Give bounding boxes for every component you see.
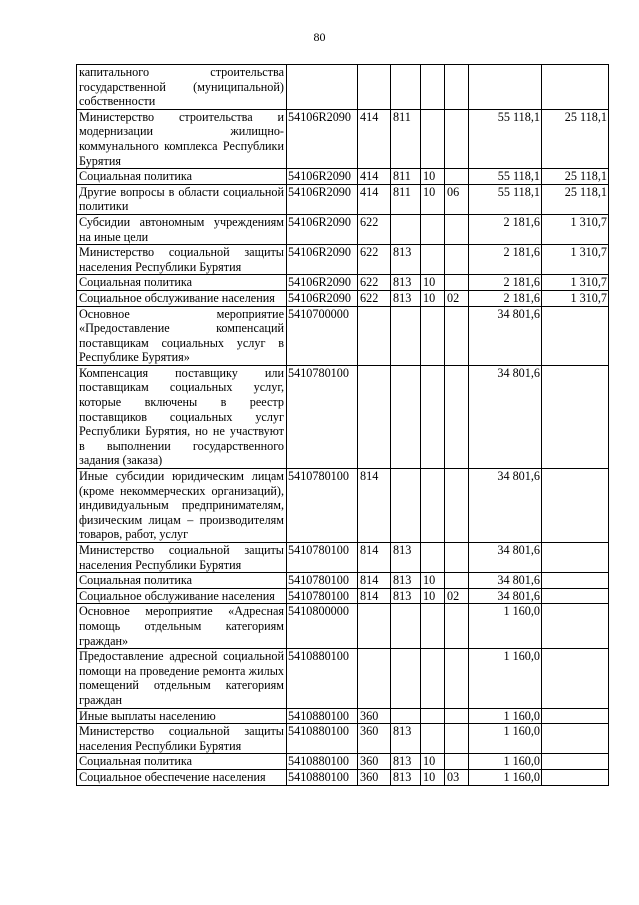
subsection-cell xyxy=(445,708,469,724)
table-body xyxy=(77,65,609,786)
subsection-cell xyxy=(445,724,469,754)
subsection-cell: 02 xyxy=(445,588,469,604)
section-cell xyxy=(421,365,445,468)
amount-cell-2: 25 118,1 xyxy=(542,184,609,214)
row-name-cell: Субсидии автономным учреждениям на иные цели xyxy=(77,214,287,244)
target-article-cell: 5410700000 xyxy=(287,306,358,365)
target-article-cell: 5410780100 xyxy=(287,573,358,589)
subsection-cell xyxy=(445,604,469,649)
subsection-cell xyxy=(445,306,469,365)
target-article-cell: 5410780100 xyxy=(287,543,358,573)
expense-type-cell: 622 xyxy=(358,290,391,306)
table-row xyxy=(77,245,609,275)
target-article-cell: 5410800000 xyxy=(287,604,358,649)
table-row xyxy=(77,65,609,110)
amount-cell-2 xyxy=(542,769,609,785)
amount-cell-2 xyxy=(542,724,609,754)
row-name-cell: Социальное обеспечение населения xyxy=(77,769,287,785)
ministry-code-cell: 813 xyxy=(391,543,421,573)
table-row xyxy=(77,573,609,589)
amount-cell-2 xyxy=(542,573,609,589)
row-name-cell: Социальная политика xyxy=(77,573,287,589)
amount-cell-1: 34 801,6 xyxy=(469,306,542,365)
target-article-cell: 54106R2090 xyxy=(287,214,358,244)
row-name-cell: Социальная политика xyxy=(77,169,287,185)
amount-cell-1: 34 801,6 xyxy=(469,588,542,604)
section-cell xyxy=(421,604,445,649)
row-name-cell: Иные выплаты населению xyxy=(77,708,287,724)
subsection-cell xyxy=(445,649,469,708)
subsection-cell: 06 xyxy=(445,184,469,214)
ministry-code-cell xyxy=(391,708,421,724)
subsection-cell xyxy=(445,275,469,291)
target-article-cell: 5410780100 xyxy=(287,469,358,543)
subsection-cell xyxy=(445,109,469,168)
row-name-cell: Социальная политика xyxy=(77,754,287,770)
amount-cell-1: 1 160,0 xyxy=(469,769,542,785)
target-article-cell: 5410880100 xyxy=(287,769,358,785)
table-row xyxy=(77,604,609,649)
amount-cell-1: 2 181,6 xyxy=(469,214,542,244)
ministry-code-cell xyxy=(391,65,421,110)
ministry-code-cell xyxy=(391,214,421,244)
amount-cell-2 xyxy=(542,365,609,468)
row-name-cell: Министерство социальной защиты населения Республики Бурятия xyxy=(77,543,287,573)
expense-type-cell: 814 xyxy=(358,573,391,589)
expense-type-cell: 414 xyxy=(358,169,391,185)
ministry-code-cell: 813 xyxy=(391,724,421,754)
ministry-code-cell: 813 xyxy=(391,290,421,306)
row-name-cell: Министерство строительства и модернизации жилищно-коммунального комплекса Республики Бурятия xyxy=(77,109,287,168)
ministry-code-cell: 813 xyxy=(391,754,421,770)
section-cell: 10 xyxy=(421,769,445,785)
subsection-cell xyxy=(445,754,469,770)
table-row xyxy=(77,708,609,724)
ministry-code-cell xyxy=(391,649,421,708)
section-cell: 10 xyxy=(421,275,445,291)
target-article-cell: 54106R2090 xyxy=(287,184,358,214)
subsection-cell xyxy=(445,214,469,244)
section-cell: 10 xyxy=(421,290,445,306)
expense-type-cell: 622 xyxy=(358,245,391,275)
expense-type-cell xyxy=(358,649,391,708)
section-cell: 10 xyxy=(421,754,445,770)
expense-type-cell xyxy=(358,306,391,365)
amount-cell-1: 34 801,6 xyxy=(469,365,542,468)
amount-cell-1: 55 118,1 xyxy=(469,109,542,168)
amount-cell-1: 2 181,6 xyxy=(469,290,542,306)
amount-cell-1: 55 118,1 xyxy=(469,184,542,214)
table-row xyxy=(77,365,609,468)
target-article-cell: 54106R2090 xyxy=(287,290,358,306)
row-name-cell: Другие вопросы в области социальной политики xyxy=(77,184,287,214)
expense-type-cell: 360 xyxy=(358,754,391,770)
amount-cell-1: 2 181,6 xyxy=(469,275,542,291)
table-row xyxy=(77,724,609,754)
section-cell xyxy=(421,214,445,244)
target-article-cell: 5410880100 xyxy=(287,754,358,770)
table-row xyxy=(77,290,609,306)
table-row xyxy=(77,754,609,770)
target-article-cell: 5410780100 xyxy=(287,588,358,604)
amount-cell-2 xyxy=(542,543,609,573)
expense-type-cell xyxy=(358,65,391,110)
row-name-cell: Компенсация поставщику или поставщикам социальных услуг, которые включены в реестр поставщиков социальных услуг Республики Бурятия, но не участвуют в выполнении государственного задания (заказа) xyxy=(77,365,287,468)
amount-cell-1: 1 160,0 xyxy=(469,708,542,724)
section-cell xyxy=(421,306,445,365)
table-row xyxy=(77,769,609,785)
target-article-cell: 54106R2090 xyxy=(287,169,358,185)
target-article-cell: 5410780100 xyxy=(287,365,358,468)
amount-cell-1: 2 181,6 xyxy=(469,245,542,275)
expense-type-cell: 360 xyxy=(358,708,391,724)
amount-cell-1: 34 801,6 xyxy=(469,573,542,589)
page-number: 80 xyxy=(313,30,326,44)
amount-cell-1: 1 160,0 xyxy=(469,724,542,754)
amount-cell-2 xyxy=(542,65,609,110)
amount-cell-2: 1 310,7 xyxy=(542,275,609,291)
target-article-cell xyxy=(287,65,358,110)
expense-type-cell: 622 xyxy=(358,275,391,291)
subsection-cell xyxy=(445,469,469,543)
row-name-cell: Министерство социальной защиты населения Республики Бурятия xyxy=(77,724,287,754)
row-name-cell: Иные субсидии юридическим лицам (кроме некоммерческих организаций), индивидуальным предпринимателям, физическим лицам – производителям товаров, работ, услуг xyxy=(77,469,287,543)
row-name-cell: Социальная политика xyxy=(77,275,287,291)
ministry-code-cell xyxy=(391,469,421,543)
row-name-cell: Министерство социальной защиты населения Республики Бурятия xyxy=(77,245,287,275)
amount-cell-2 xyxy=(542,469,609,543)
amount-cell-2 xyxy=(542,604,609,649)
section-cell xyxy=(421,109,445,168)
subsection-cell xyxy=(445,543,469,573)
amount-cell-1: 34 801,6 xyxy=(469,469,542,543)
target-article-cell: 5410880100 xyxy=(287,724,358,754)
section-cell: 10 xyxy=(421,184,445,214)
expense-type-cell: 814 xyxy=(358,469,391,543)
row-name-cell: Социальное обслуживание населения xyxy=(77,290,287,306)
amount-cell-2 xyxy=(542,754,609,770)
subsection-cell xyxy=(445,169,469,185)
expense-type-cell xyxy=(358,604,391,649)
section-cell: 10 xyxy=(421,573,445,589)
section-cell xyxy=(421,245,445,275)
amount-cell-1 xyxy=(469,65,542,110)
table-row xyxy=(77,306,609,365)
budget-table xyxy=(76,64,609,786)
target-article-cell: 54106R2090 xyxy=(287,275,358,291)
ministry-code-cell: 813 xyxy=(391,573,421,589)
table-row xyxy=(77,275,609,291)
section-cell xyxy=(421,708,445,724)
amount-cell-1: 1 160,0 xyxy=(469,754,542,770)
subsection-cell: 03 xyxy=(445,769,469,785)
amount-cell-1: 55 118,1 xyxy=(469,169,542,185)
expense-type-cell: 814 xyxy=(358,588,391,604)
amount-cell-1: 1 160,0 xyxy=(469,604,542,649)
ministry-code-cell: 811 xyxy=(391,109,421,168)
section-cell xyxy=(421,649,445,708)
row-name-cell: Основное мероприятие «Предоставление компенсаций поставщикам социальных услуг в Республике Бурятия» xyxy=(77,306,287,365)
target-article-cell: 5410880100 xyxy=(287,649,358,708)
target-article-cell: 54106R2090 xyxy=(287,245,358,275)
section-cell xyxy=(421,543,445,573)
ministry-code-cell xyxy=(391,306,421,365)
amount-cell-2: 1 310,7 xyxy=(542,214,609,244)
amount-cell-2: 1 310,7 xyxy=(542,245,609,275)
target-article-cell: 54106R2090 xyxy=(287,109,358,168)
target-article-cell: 5410880100 xyxy=(287,708,358,724)
ministry-code-cell: 811 xyxy=(391,169,421,185)
row-name-cell: Основное мероприятие «Адресная помощь отдельным категориям граждан» xyxy=(77,604,287,649)
amount-cell-2 xyxy=(542,708,609,724)
expense-type-cell: 814 xyxy=(358,543,391,573)
amount-cell-1: 34 801,6 xyxy=(469,543,542,573)
expense-type-cell: 622 xyxy=(358,214,391,244)
ministry-code-cell: 813 xyxy=(391,769,421,785)
table-row xyxy=(77,169,609,185)
ministry-code-cell: 813 xyxy=(391,245,421,275)
amount-cell-2: 1 310,7 xyxy=(542,290,609,306)
table-row xyxy=(77,649,609,708)
ministry-code-cell: 813 xyxy=(391,275,421,291)
ministry-code-cell xyxy=(391,365,421,468)
section-cell: 10 xyxy=(421,588,445,604)
section-cell xyxy=(421,469,445,543)
row-name-cell: Социальное обслуживание населения xyxy=(77,588,287,604)
row-name-cell: капитального строительства государственной (муниципальной) собственности xyxy=(77,65,287,110)
table-row xyxy=(77,588,609,604)
ministry-code-cell: 811 xyxy=(391,184,421,214)
table-row xyxy=(77,543,609,573)
subsection-cell xyxy=(445,365,469,468)
subsection-cell xyxy=(445,245,469,275)
expense-type-cell: 360 xyxy=(358,724,391,754)
ministry-code-cell: 813 xyxy=(391,588,421,604)
subsection-cell xyxy=(445,573,469,589)
section-cell xyxy=(421,65,445,110)
expense-type-cell: 414 xyxy=(358,184,391,214)
section-cell: 10 xyxy=(421,169,445,185)
amount-cell-2 xyxy=(542,306,609,365)
subsection-cell: 02 xyxy=(445,290,469,306)
amount-cell-2 xyxy=(542,649,609,708)
expense-type-cell xyxy=(358,365,391,468)
amount-cell-2: 25 118,1 xyxy=(542,109,609,168)
amount-cell-1: 1 160,0 xyxy=(469,649,542,708)
amount-cell-2 xyxy=(542,588,609,604)
expense-type-cell: 360 xyxy=(358,769,391,785)
ministry-code-cell xyxy=(391,604,421,649)
table-row xyxy=(77,109,609,168)
row-name-cell: Предоставление адресной социальной помощи на проведение ремонта жилых помещений отдельным категориям граждан xyxy=(77,649,287,708)
table-row xyxy=(77,214,609,244)
amount-cell-2: 25 118,1 xyxy=(542,169,609,185)
subsection-cell xyxy=(445,65,469,110)
expense-type-cell: 414 xyxy=(358,109,391,168)
table-row xyxy=(77,184,609,214)
section-cell xyxy=(421,724,445,754)
table-row xyxy=(77,469,609,543)
